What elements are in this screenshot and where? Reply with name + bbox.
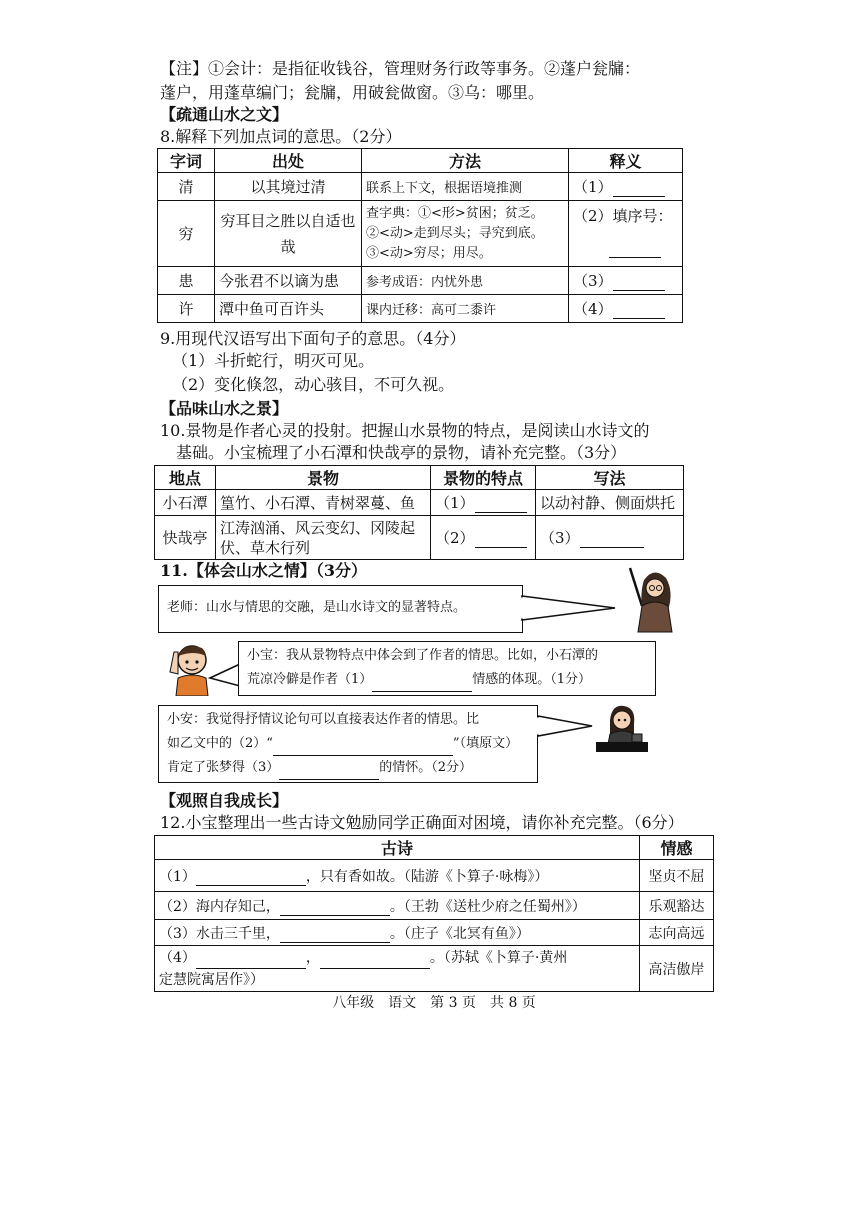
q8-word: 患 xyxy=(158,267,215,295)
q10-intro-2: 基础。小宝梳理了小石潭和快哉亭的景物，请补充完整。（3分） xyxy=(176,443,627,462)
q12-poem-b: 。（王勃《送杜少府之任蜀州》） xyxy=(389,898,586,915)
q11-title: 11.【体会山水之情】（3分） xyxy=(160,561,367,580)
q10-header-feature: 景物的特点 xyxy=(431,466,536,490)
table-row xyxy=(158,201,683,267)
xiaobao-speech-2b: 情感的体现。（1分） xyxy=(472,672,592,687)
q9-sentence-2: （2）变化倏忽，动心骇目，不可久视。 xyxy=(172,375,455,394)
answer-blank[interactable] xyxy=(280,928,390,943)
table-row xyxy=(155,892,714,920)
q8-table xyxy=(157,148,683,323)
q10-method-label: （3） xyxy=(540,529,580,547)
q12-poem-a: （2）海内存知己， xyxy=(159,898,280,915)
xiaoan-speech-3a: 肯定了张梦得（3） xyxy=(167,760,280,775)
teacher-bubble xyxy=(158,585,523,633)
q8-answer-label: （1） xyxy=(573,178,613,196)
q10-scene: 篁竹、小石潭、青树翠蔓、鱼 xyxy=(216,490,431,516)
table-row xyxy=(155,860,714,892)
q12-poem-d: 定慧院寓居作》） xyxy=(159,971,264,988)
q8-method: 查字典：①<形>贫困；贫乏。②<动>走到尽头；寻究到底。③<动>穷尽；用尽。 xyxy=(362,201,569,267)
xiaoan-icon xyxy=(592,700,652,756)
teacher-speech: 老师：山水与情思的交融，是山水诗文的显著特点。 xyxy=(167,600,467,615)
q10-header-method: 写法 xyxy=(536,466,684,490)
answer-blank[interactable] xyxy=(280,901,390,916)
table-row xyxy=(158,267,683,295)
q12-emotion: 坚贞不屈 xyxy=(640,860,714,892)
q8-answer-label: （2）填序号： xyxy=(573,207,673,225)
answer-blank[interactable] xyxy=(475,533,527,548)
q12-poem-b: 。（庄子《北冥有鱼》） xyxy=(389,925,530,942)
note-line-2: 蓬户，用蓬草编门；瓮牖，用破瓮做窗。③乌：哪里。 xyxy=(160,83,545,102)
answer-blank[interactable] xyxy=(613,276,665,291)
q8-answer-cell xyxy=(569,267,683,295)
xiaoan-speech-line-1: 小安：我觉得抒情议论句可以直接表达作者的情思。比 xyxy=(167,712,480,727)
q10-header-scene: 景物 xyxy=(216,466,431,490)
q10-feature-label: （1） xyxy=(435,494,475,512)
q8-method: 参考成语：内忧外患 xyxy=(362,267,569,295)
page-footer: 八年级 语文 第 3 页 共 8 页 xyxy=(332,995,536,1011)
q12-poem-cell xyxy=(155,860,640,892)
q10-place: 小石潭 xyxy=(155,490,216,516)
q8-header-source: 出处 xyxy=(215,149,362,173)
q8-method: 课内迁移：高可二黍许 xyxy=(362,295,569,323)
q12-emotion: 志向高远 xyxy=(640,920,714,946)
q10-table xyxy=(154,465,684,560)
xiaoan-speech-2a: 如乙文中的（2）“ xyxy=(167,736,273,751)
xiaoan-speech-3b: 的情怀。（2分） xyxy=(379,760,473,775)
q9-sentence-1: （1）斗折蛇行，明灭可见。 xyxy=(172,351,375,370)
q8-answer-cell xyxy=(569,295,683,323)
answer-blank[interactable] xyxy=(196,871,306,886)
xiaobao-speech-2a: 荒凉冷僻是作者（1） xyxy=(247,672,373,687)
q12-poem-a: （4） xyxy=(159,949,196,966)
q12-poem-b: ，只有香如故。（陆游《卜算子·咏梅》） xyxy=(305,868,549,885)
answer-blank[interactable] xyxy=(580,533,644,548)
xiaobao-speech-line-1: 小宝：我从景物特点中体会到了作者的情思。比如，小石潭的 xyxy=(247,648,599,663)
answer-blank[interactable] xyxy=(372,677,472,692)
q12-poem-cell xyxy=(155,892,640,920)
xiaoan-speech-2b: ”（填原文） xyxy=(452,736,519,751)
xiaoan-bubble-tail xyxy=(536,712,596,742)
q8-word: 清 xyxy=(158,173,215,201)
q10-method: 以动衬静、侧面烘托 xyxy=(536,490,684,516)
section-title-3: 【观照自我成长】 xyxy=(160,791,289,810)
q10-scene: 江涛汹涌、风云变幻、冈陵起伏、草木行列 xyxy=(216,516,431,560)
xiaobao-bubble-tail xyxy=(208,660,242,690)
answer-blank[interactable] xyxy=(279,765,379,780)
q10-feature-label: （2） xyxy=(435,529,475,547)
table-row xyxy=(155,516,684,560)
table-row xyxy=(155,490,684,516)
teacher-bubble-tail xyxy=(520,590,620,630)
q8-method: 联系上下文，根据语境推测 xyxy=(362,173,569,201)
note-line-1: 【注】①会计：是指征收钱谷，管理财务行政等事务。②蓬户瓮牖： xyxy=(160,59,641,78)
q10-feature-cell xyxy=(431,516,536,560)
q8-source: 潭中鱼可百许头 xyxy=(215,295,362,323)
table-row xyxy=(155,920,714,946)
table-row xyxy=(155,946,714,992)
q8-source: 今张君不以谪为患 xyxy=(215,267,362,295)
q8-word: 穷 xyxy=(158,201,215,267)
q12-emotion: 乐观豁达 xyxy=(640,892,714,920)
q8-header-answer: 释义 xyxy=(569,149,683,173)
answer-blank[interactable] xyxy=(609,243,661,258)
q8-answer-cell xyxy=(569,173,683,201)
answer-blank[interactable] xyxy=(273,741,453,756)
section-title-1: 【疏通山水之文】 xyxy=(160,105,289,124)
q8-header-method: 方法 xyxy=(362,149,569,173)
q12-title: 12.小宝整理出一些古诗文勉励同学正确面对困境，请你补充完整。（6分） xyxy=(160,813,684,832)
q8-answer-cell xyxy=(569,201,683,267)
q10-feature-cell xyxy=(431,490,536,516)
q12-header-poem: 古诗 xyxy=(155,836,640,860)
answer-blank[interactable] xyxy=(196,954,306,969)
q8-answer-label: （4） xyxy=(573,300,613,318)
q12-header-emotion: 情感 xyxy=(640,836,714,860)
q12-poem-b: ， xyxy=(305,949,320,966)
q12-poem-a: （3）水击三千里， xyxy=(159,925,280,942)
xiaobao-bubble xyxy=(238,641,656,696)
answer-blank[interactable] xyxy=(475,498,527,513)
table-row xyxy=(158,173,683,201)
teacher-icon xyxy=(622,560,682,634)
q10-method-cell xyxy=(536,516,684,560)
section-title-2: 【品味山水之景】 xyxy=(160,399,289,418)
q12-table xyxy=(154,835,714,992)
q12-poem-c: 。（苏轼《卜算子·黄州 xyxy=(429,949,568,966)
q12-emotion: 高洁傲岸 xyxy=(640,946,714,992)
q12-poem-a: （1） xyxy=(159,868,196,885)
q12-poem-cell xyxy=(155,946,640,992)
q10-header-place: 地点 xyxy=(155,466,216,490)
q8-word: 许 xyxy=(158,295,215,323)
table-row xyxy=(158,295,683,323)
answer-blank[interactable] xyxy=(320,954,430,969)
answer-blank[interactable] xyxy=(613,182,665,197)
q8-header-word: 字词 xyxy=(158,149,215,173)
q8-source: 以其境过清 xyxy=(215,173,362,201)
q8-source: 穷耳目之胜以自适也哉 xyxy=(215,201,362,267)
q10-place: 快哉亭 xyxy=(155,516,216,560)
q12-poem-cell xyxy=(155,920,640,946)
q8-title: 8.解释下列加点词的意思。（2分） xyxy=(160,127,402,146)
xiaoan-bubble xyxy=(158,705,538,783)
q9-title: 9.用现代汉语写出下面句子的意思。（4分） xyxy=(160,329,466,348)
q10-intro-1: 10.景物是作者心灵的投射。把握山水景物的特点，是阅读山水诗文的 xyxy=(160,421,650,440)
q8-answer-label: （3） xyxy=(573,272,613,290)
answer-blank[interactable] xyxy=(613,304,665,319)
